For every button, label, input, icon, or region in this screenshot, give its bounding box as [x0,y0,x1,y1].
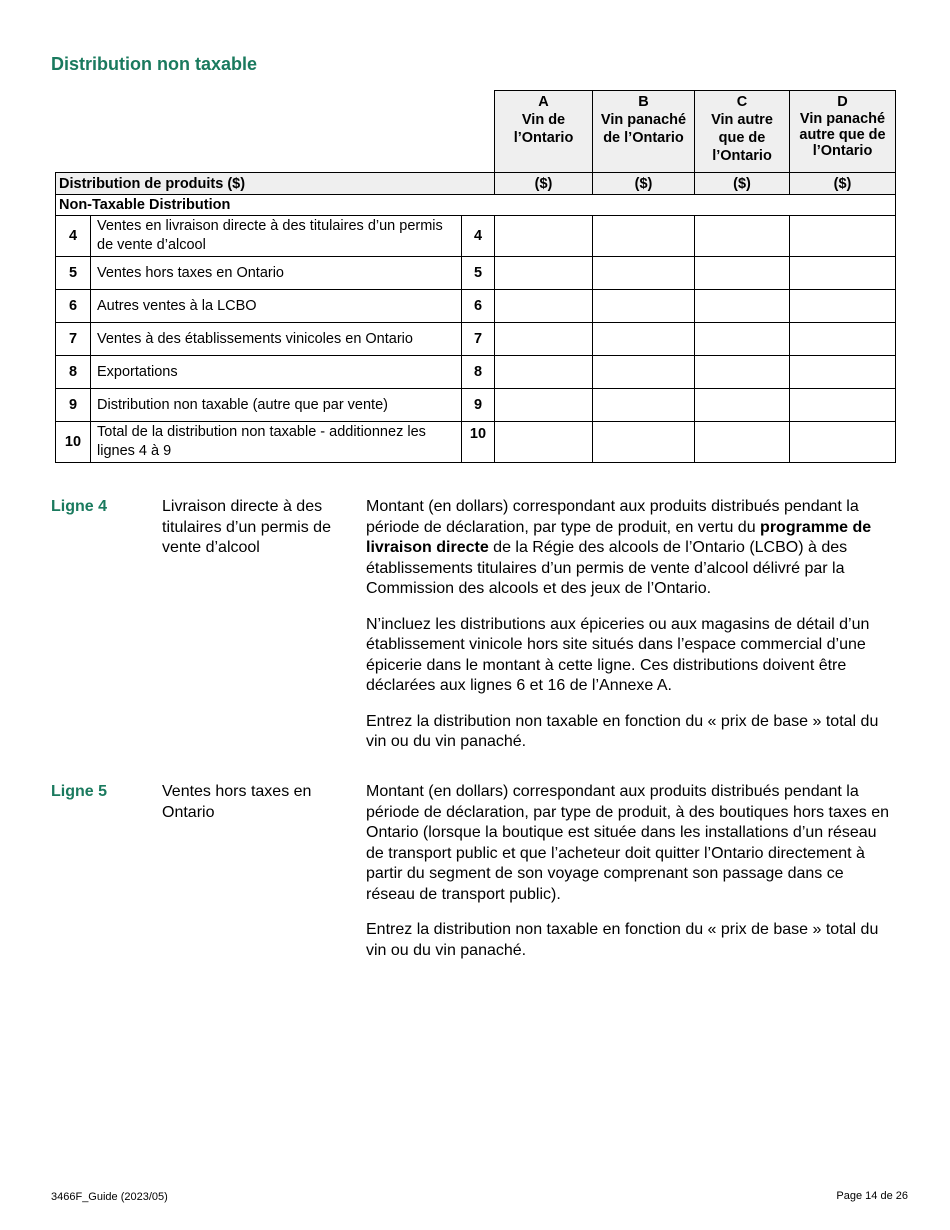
table-row [56,216,896,257]
ligne-5-paragraph-1: Montant (en dollars) correspondant aux produits distribués pendant la période de déclaration, par type de produit, à des boutiques hors taxes en Ontario (lorsque la boutique est située dans les installations d’un réseau de transport public et que l’acheteur doit quitter l’Ontario directement à partir du segment de son voyage comprenant son passage dans ce réseau de transport public). [366,783,890,903]
column-header-a [495,91,593,173]
row-description: Ventes en livraison directe à des titulaires d’un permis de vente d’alcool [91,216,462,257]
column-name: Vin de l’Ontario [513,112,574,146]
line-9-col-d-input[interactable] [790,389,896,422]
unit-a: ($) [495,173,593,195]
text-run: Montant (en dollars) correspondant aux produits distribués pendant la période de déclaration, par type de produit, en vertu du [366,498,859,536]
row-number-right: 7 [462,323,495,356]
ligne-4-body [366,497,896,768]
row-number-right: 5 [462,257,495,290]
row-number-right: 8 [462,356,495,389]
row-number: 7 [56,323,91,356]
text-run: de la Régie des alcools de l’Ontario (LCBO) à des établissements titulaires d’un permis de vente d’alcool délivré par la Commission des alcools et des jeux de l’Ontario. [366,539,848,597]
ligne-5-subtitle: Ventes hors taxes en Ontario [162,783,312,821]
line-10-col-d-input[interactable] [790,422,896,463]
table-row [56,323,896,356]
section-title: Distribution non taxable [51,54,258,74]
subheader-non-taxable: Non-Taxable Distribution [56,195,896,216]
unit-c: ($) [695,173,790,195]
row-description: Autres ventes à la LCBO [91,290,462,323]
table-row [56,389,896,422]
line-10-col-b-input[interactable] [593,422,695,463]
line-4-col-d-input[interactable] [790,216,896,257]
column-header-c [695,91,790,173]
ligne-4-label: Ligne 4 [51,498,108,515]
line-4-col-b-input[interactable] [593,216,695,257]
column-header-b [593,91,695,173]
row-number: 4 [56,216,91,257]
unit-d: ($) [790,173,896,195]
row-description: Distribution non taxable (autre que par vente) [91,389,462,422]
row-number-right: 10 [462,422,495,463]
column-name: Vin panaché de l’Ontario [600,112,687,146]
row-number: 8 [56,356,91,389]
column-letter: A [538,94,549,110]
line-6-col-c-input[interactable] [695,290,790,323]
line-9-col-c-input[interactable] [695,389,790,422]
line-4-col-c-input[interactable] [695,216,790,257]
line-5-col-a-input[interactable] [495,257,593,290]
ligne-5-label: Ligne 5 [51,783,108,800]
row-number-right: 6 [462,290,495,323]
line-6-col-a-input[interactable] [495,290,593,323]
column-name: Vin autre que de l’Ontario [711,112,773,164]
line-7-col-d-input[interactable] [790,323,896,356]
line-9-col-b-input[interactable] [593,389,695,422]
line-7-col-c-input[interactable] [695,323,790,356]
line-10-col-a-input[interactable] [495,422,593,463]
products-header: Distribution de produits ($) [56,173,495,195]
ligne-4-paragraph-1 [366,497,896,600]
line-8-col-a-input[interactable] [495,356,593,389]
column-header-d [790,91,896,173]
row-description: Ventes à des établissements vinicoles en Ontario [91,323,462,356]
column-name: Vin panaché autre que de l’Ontario [799,111,886,159]
line-8-col-b-input[interactable] [593,356,695,389]
unit-b: ($) [593,173,695,195]
line-8-col-d-input[interactable] [790,356,896,389]
ligne-5-paragraph-2: Entrez la distribution non taxable en fonction du « prix de base » total du vin ou du vin panaché. [366,921,879,959]
page-number: Page 14 de 26 [836,1190,908,1202]
row-description: Ventes hors taxes en Ontario [91,257,462,290]
ligne-4-paragraph-3: Entrez la distribution non taxable en fonction du « prix de base » total du vin ou du vin panaché. [366,712,879,750]
column-letter: B [638,94,649,110]
table-row [56,356,896,389]
row-number-right: 4 [462,216,495,257]
row-description: Total de la distribution non taxable - additionnez les lignes 4 à 9 [91,422,462,463]
row-number: 10 [56,422,91,463]
line-9-col-a-input[interactable] [495,389,593,422]
row-number-right: 9 [462,389,495,422]
line-7-col-b-input[interactable] [593,323,695,356]
row-number: 5 [56,257,91,290]
line-10-col-c-input[interactable] [695,422,790,463]
line-4-col-a-input[interactable] [495,216,593,257]
table-row [56,422,896,463]
line-5-col-b-input[interactable] [593,257,695,290]
row-number: 6 [56,290,91,323]
column-letter: C [736,94,748,110]
form-identifier: 3466F_Guide (2023/05) [51,1191,168,1203]
ligne-4-paragraph-2: N’incluez les distributions aux épiceries ou aux magasins de détail d’un établissement vinicole hors site situés dans l’espace commercial d’une épicerie dans le montant à cette ligne. Ces distributions doivent être déclarées aux lignes 6 et 16 de l’Annexe A. [366,615,870,694]
ligne-5-body [366,782,896,976]
table-row [56,290,896,323]
line-7-col-a-input[interactable] [495,323,593,356]
bold-text-run: programme de livraison directe [366,518,872,556]
ligne-4-subtitle: Livraison directe à des titulaires d’un permis de vente d’alcool [162,498,331,556]
line-6-col-d-input[interactable] [790,290,896,323]
line-5-col-c-input[interactable] [695,257,790,290]
distribution-table [55,90,896,463]
line-8-col-c-input[interactable] [695,356,790,389]
table-corner-blank [56,91,495,173]
row-description: Exportations [91,356,462,389]
row-number: 9 [56,389,91,422]
line-5-col-d-input[interactable] [790,257,896,290]
table-row [56,257,896,290]
column-letter: D [837,94,848,110]
line-6-col-b-input[interactable] [593,290,695,323]
